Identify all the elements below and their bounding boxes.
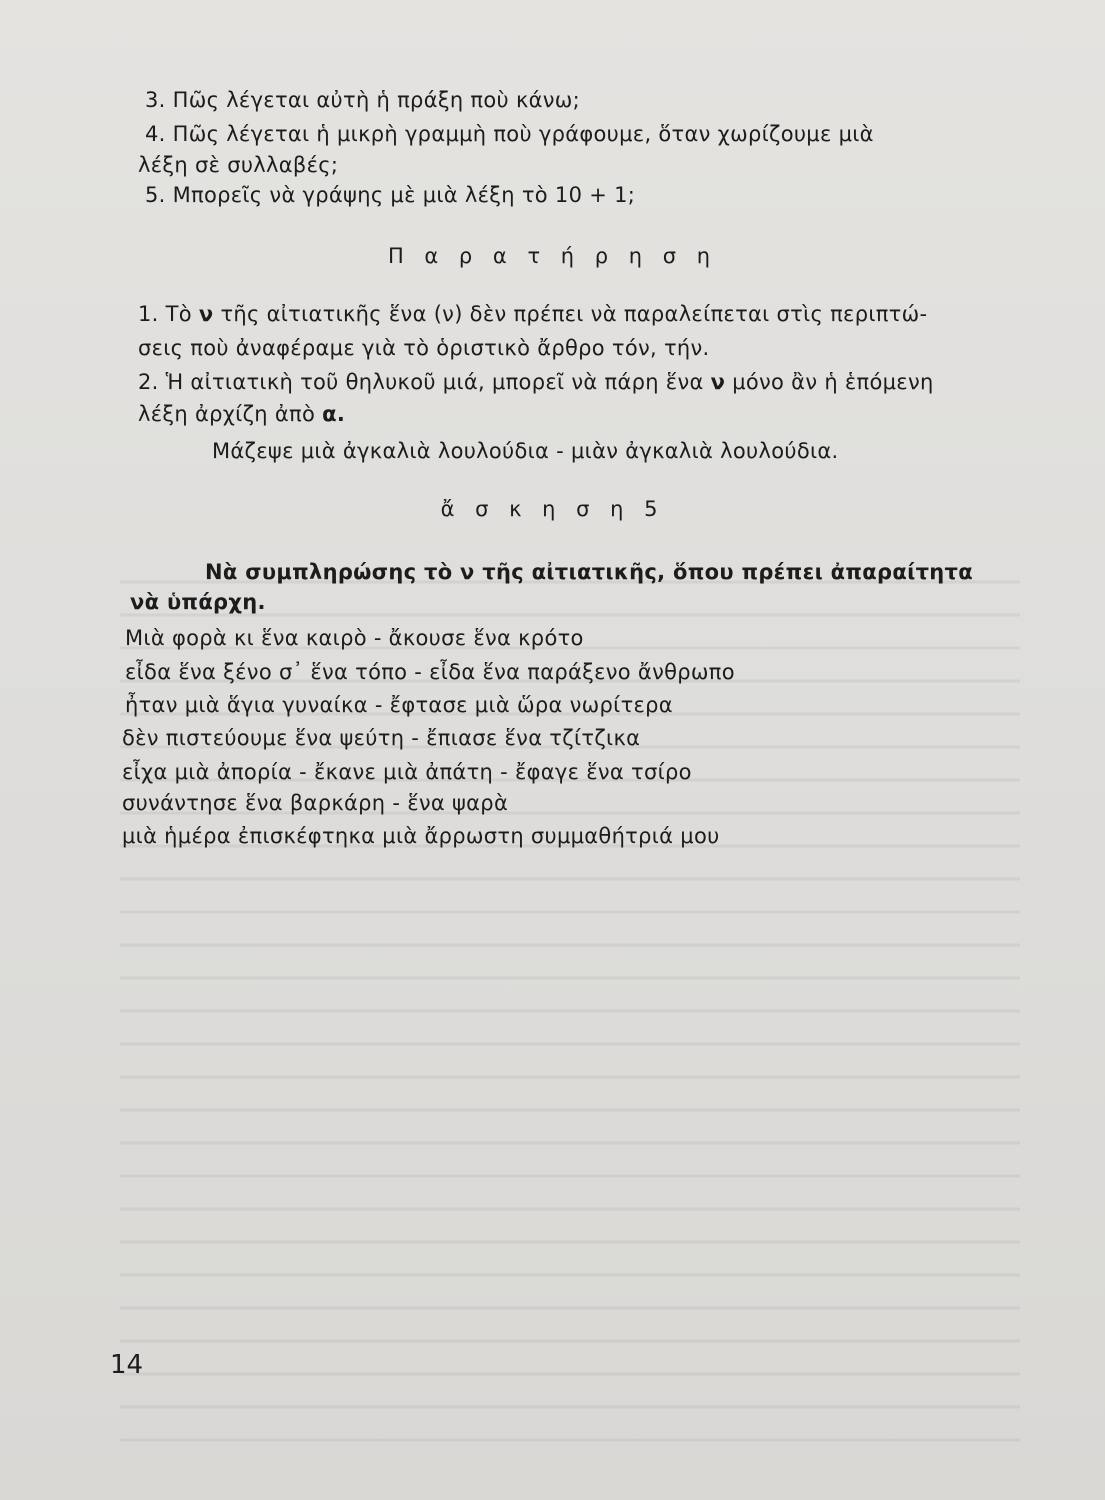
question-5: 5. Μπορεῖς νὰ γράψης μὲ μιὰ λέξη τὸ 10 + 1;	[145, 183, 636, 207]
exercise-line-2: εἶδα ἕνα ξένο σ᾽ ἕνα τόπο - εἶδα ἕνα παράξενο ἄνθρωπο	[125, 660, 735, 684]
example-sentence: Μάζεψε μιὰ ἀγκαλιὰ λουλούδια - μιὰν ἀγκαλιὰ λουλούδια.	[212, 439, 839, 463]
question-4-cont: λέξη σὲ συλλαβές;	[138, 153, 339, 177]
note-2-cont: λέξη ἀρχίζη ἀπὸ α.	[138, 402, 346, 426]
instruction-line-2: νὰ ὑπάρχη.	[130, 590, 266, 614]
note-2: 2. Ἡ αἰτιατικὴ τοῦ θηλυκοῦ μιά, μπορεῖ νὰ πάρη ἕνα ν μόνο ἂν ἡ ἑπόμενη	[138, 370, 934, 394]
exercise-line-4: δὲν πιστεύουμε ἕνα ψεύτη - ἔπιασε ἕνα τζίτζικα	[122, 726, 641, 750]
question-3: 3. Πῶς λέγεται αὐτὴ ἡ πράξη ποὺ κάνω;	[145, 88, 581, 112]
question-4: 4. Πῶς λέγεται ἡ μικρὴ γραμμὴ ποὺ γράφουμε, ὅταν χωρίζουμε μιὰ	[145, 122, 874, 146]
exercise-line-5: εἶχα μιὰ ἀπορία - ἔκανε μιὰ ἀπάτη - ἔφαγε ἕνα τσίρο	[122, 760, 692, 784]
note-1-cont: σεις ποὺ ἀναφέραμε γιὰ τὸ ὁριστικὸ ἄρθρο τόν, τήν.	[138, 336, 710, 360]
exercise-line-3: ἦταν μιὰ ἅγια γυναίκα - ἔφτασε μιὰ ὥρα νωρίτερα	[125, 693, 673, 717]
note-1: 1. Τὸ ν τῆς αἰτιατικῆς ἕνα (ν) δὲν πρέπει νὰ παραλείπεται στὶς περιπτώ-	[138, 302, 928, 326]
exercise-line-6: συνάντησε ἕνα βαρκάρη - ἕνα ψαρὰ	[122, 791, 509, 815]
page-number: 14	[110, 1350, 144, 1380]
instruction-line-1: Νὰ συμπληρώσης τὸ ν τῆς αἰτιατικῆς, ὅπου πρέπει ἀπαραίτητα	[205, 560, 973, 584]
exercise-line-7: μιὰ ἡμέρα ἐπισκέφτηκα μιὰ ἄρρωστη συμμαθήτριά μου	[122, 824, 720, 848]
note-heading: Π α ρ α τ ή ρ η σ η	[387, 244, 718, 268]
exercise-line-1: Μιὰ φορὰ κι ἕνα καιρὸ - ἄκουσε ἕνα κρότο	[125, 626, 584, 650]
exercise-heading: ἄ σ κ η σ η 5	[440, 497, 665, 521]
